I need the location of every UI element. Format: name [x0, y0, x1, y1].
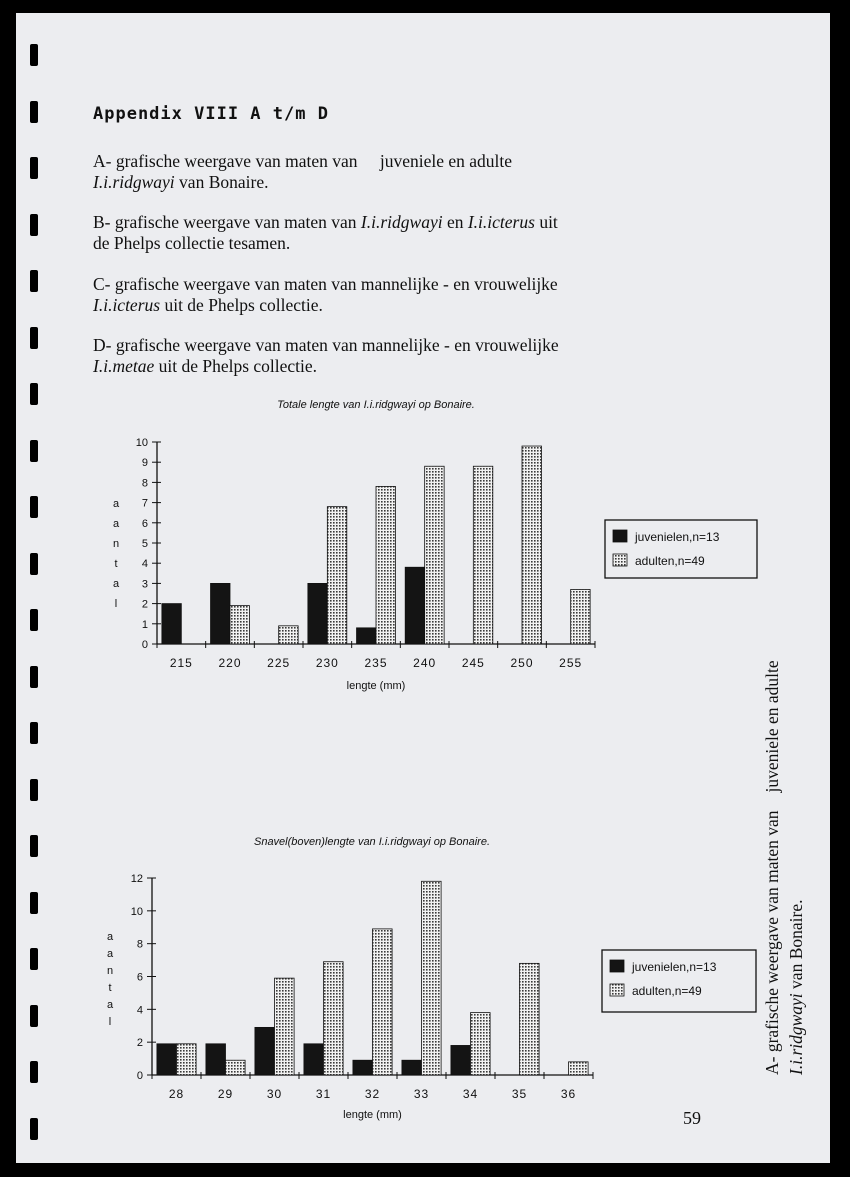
- bar-adulten: [373, 929, 393, 1075]
- side-caption-line1b: juveniele en adulte: [762, 660, 782, 793]
- y-tick-label: 10: [135, 437, 148, 449]
- side-caption-species: I.i.ridgwayi: [786, 993, 806, 1075]
- legend-swatch: [613, 530, 627, 542]
- x-tick-label: 225: [267, 656, 291, 670]
- legend-swatch: [610, 984, 624, 996]
- side-caption-line1a: A- grafische weergave van maten van: [762, 810, 782, 1075]
- para-b-text1: grafische weergave van maten van: [114, 212, 357, 232]
- x-tick-label: 32: [364, 1087, 381, 1101]
- para-b-species2: I.i.icterus: [467, 212, 535, 232]
- y-axis-label-letter: n: [112, 538, 120, 550]
- para-b-letter: B-: [93, 212, 111, 232]
- para-c-species: I.i.icterus: [93, 295, 161, 315]
- chart-title: Snavel(boven)lengte van I.i.ridgwayi op Bonaire.: [253, 836, 491, 848]
- x-tick-label: 235: [364, 656, 388, 670]
- bar-juvenielen: [157, 1044, 177, 1075]
- bar-adulten: [425, 466, 444, 644]
- y-axis-label-letter: l: [108, 1016, 112, 1028]
- x-tick-label: 33: [413, 1087, 430, 1101]
- y-tick-label: 0: [136, 1070, 143, 1082]
- bar-adulten: [422, 881, 442, 1075]
- x-tick-label: 30: [266, 1087, 283, 1101]
- bar-juvenielen: [357, 628, 376, 644]
- appendix-heading: Appendix VIII A t/m D: [93, 104, 329, 124]
- x-tick-label: 28: [168, 1087, 185, 1101]
- para-c-letter: C-: [93, 274, 111, 294]
- bar-adulten: [327, 507, 346, 644]
- para-d-species: I.i.metae: [93, 356, 155, 376]
- para-c-text2: uit de Phelps collectie.: [164, 295, 323, 315]
- y-tick-label: 9: [141, 457, 148, 470]
- x-tick-label: 215: [169, 656, 193, 670]
- bar-adulten: [569, 1062, 589, 1075]
- y-axis-label-letter: a: [106, 931, 114, 943]
- x-tick-label: 36: [560, 1087, 577, 1101]
- legend-swatch: [610, 960, 624, 972]
- y-axis-label-letter: t: [114, 558, 118, 570]
- para-d-text2: uit de Phelps collectie.: [158, 356, 318, 376]
- bar-adulten: [279, 626, 298, 644]
- y-axis-label-letter: l: [114, 598, 118, 610]
- x-tick-label: 220: [218, 656, 242, 670]
- bar-juvenielen: [211, 583, 230, 644]
- bar-juvenielen: [451, 1045, 471, 1075]
- y-axis-label-letter: t: [108, 982, 112, 994]
- y-tick-label: 10: [130, 905, 143, 918]
- para-b-text2: uit: [539, 212, 558, 232]
- x-tick-label: 29: [217, 1087, 234, 1101]
- x-axis-label: lengte (mm): [346, 680, 406, 692]
- y-tick-label: 4: [136, 1004, 143, 1017]
- y-axis-label-letter: n: [106, 965, 114, 977]
- bar-juvenielen: [308, 583, 327, 644]
- bar-juvenielen: [402, 1060, 422, 1075]
- x-tick-label: 35: [511, 1087, 528, 1101]
- y-axis-label-letter: a: [106, 948, 114, 960]
- bar-adulten: [473, 466, 492, 644]
- x-axis-label: lengte (mm): [343, 1109, 402, 1121]
- x-tick-label: 250: [510, 656, 534, 670]
- y-tick-label: 6: [141, 517, 148, 530]
- bar-adulten: [471, 1013, 491, 1075]
- y-tick-label: 7: [141, 497, 148, 510]
- x-tick-label: 34: [462, 1087, 479, 1101]
- y-tick-label: 0: [141, 639, 148, 651]
- para-a-letter: A-: [93, 151, 112, 171]
- y-tick-label: 2: [141, 598, 148, 611]
- para-b-species: I.i.ridgwayi: [360, 212, 443, 232]
- bar-juvenielen: [353, 1060, 373, 1075]
- legend-label: juvenielen,n=13: [632, 960, 717, 974]
- x-tick-label: 230: [315, 656, 339, 670]
- bar-juvenielen: [162, 604, 181, 644]
- legend-label: adulten,n=49: [632, 984, 702, 998]
- y-tick-label: 12: [130, 873, 143, 885]
- y-tick-label: 2: [136, 1037, 143, 1050]
- bar-adulten: [520, 963, 540, 1075]
- bar-adulten: [376, 486, 395, 644]
- bar-juvenielen: [304, 1044, 324, 1075]
- bar-juvenielen: [405, 567, 424, 644]
- y-axis-label-letter: a: [112, 518, 120, 530]
- x-tick-label: 240: [413, 656, 437, 670]
- y-tick-label: 4: [141, 558, 148, 571]
- legend-label: juvenielen,n=13: [635, 530, 720, 544]
- y-tick-label: 1: [141, 618, 148, 631]
- bar-juvenielen: [255, 1027, 275, 1075]
- para-a-text1: grafische weergave van maten van: [115, 151, 358, 171]
- x-tick-label: 245: [461, 656, 485, 670]
- bar-adulten: [177, 1044, 197, 1075]
- para-b-mid: en: [446, 212, 464, 232]
- y-tick-label: 3: [141, 578, 148, 591]
- y-tick-label: 5: [141, 538, 148, 550]
- para-c-text1: grafische weergave van maten van mannelijke - en vrouwelijke: [114, 274, 558, 294]
- bar-adulten: [226, 1060, 246, 1075]
- bar-adulten: [324, 962, 344, 1075]
- y-axis-label-letter: a: [112, 498, 120, 510]
- bar-adulten: [522, 446, 541, 644]
- y-tick-label: 8: [136, 938, 143, 951]
- para-a-text3: van Bonaire.: [179, 172, 269, 192]
- chart-title: Totale lengte van I.i.ridgwayi op Bonaire.: [277, 399, 475, 411]
- bar-adulten: [571, 589, 590, 644]
- para-a-species: I.i.ridgwayi: [93, 172, 175, 192]
- y-tick-label: 8: [141, 477, 148, 490]
- legend-box: [605, 520, 757, 578]
- x-tick-label: 255: [559, 656, 583, 670]
- legend-label: adulten,n=49: [635, 554, 705, 568]
- legend-swatch: [613, 554, 627, 566]
- bar-juvenielen: [206, 1044, 226, 1075]
- para-d-letter: D-: [93, 335, 112, 355]
- para-a-text2: juveniele en adulte: [379, 151, 513, 171]
- side-caption-line2: van Bonaire.: [786, 899, 806, 989]
- para-d-text1: grafische weergave van maten van mannelijke - en vrouwelijke: [115, 335, 559, 355]
- bar-adulten: [230, 606, 249, 644]
- y-axis-label-letter: a: [106, 999, 114, 1011]
- bar-adulten: [275, 978, 295, 1075]
- page-number: 59: [683, 1108, 701, 1128]
- y-tick-label: 6: [136, 971, 143, 984]
- para-b-line2: de Phelps collectie tesamen.: [93, 233, 291, 253]
- y-axis-label-letter: a: [112, 578, 120, 590]
- x-tick-label: 31: [315, 1087, 332, 1101]
